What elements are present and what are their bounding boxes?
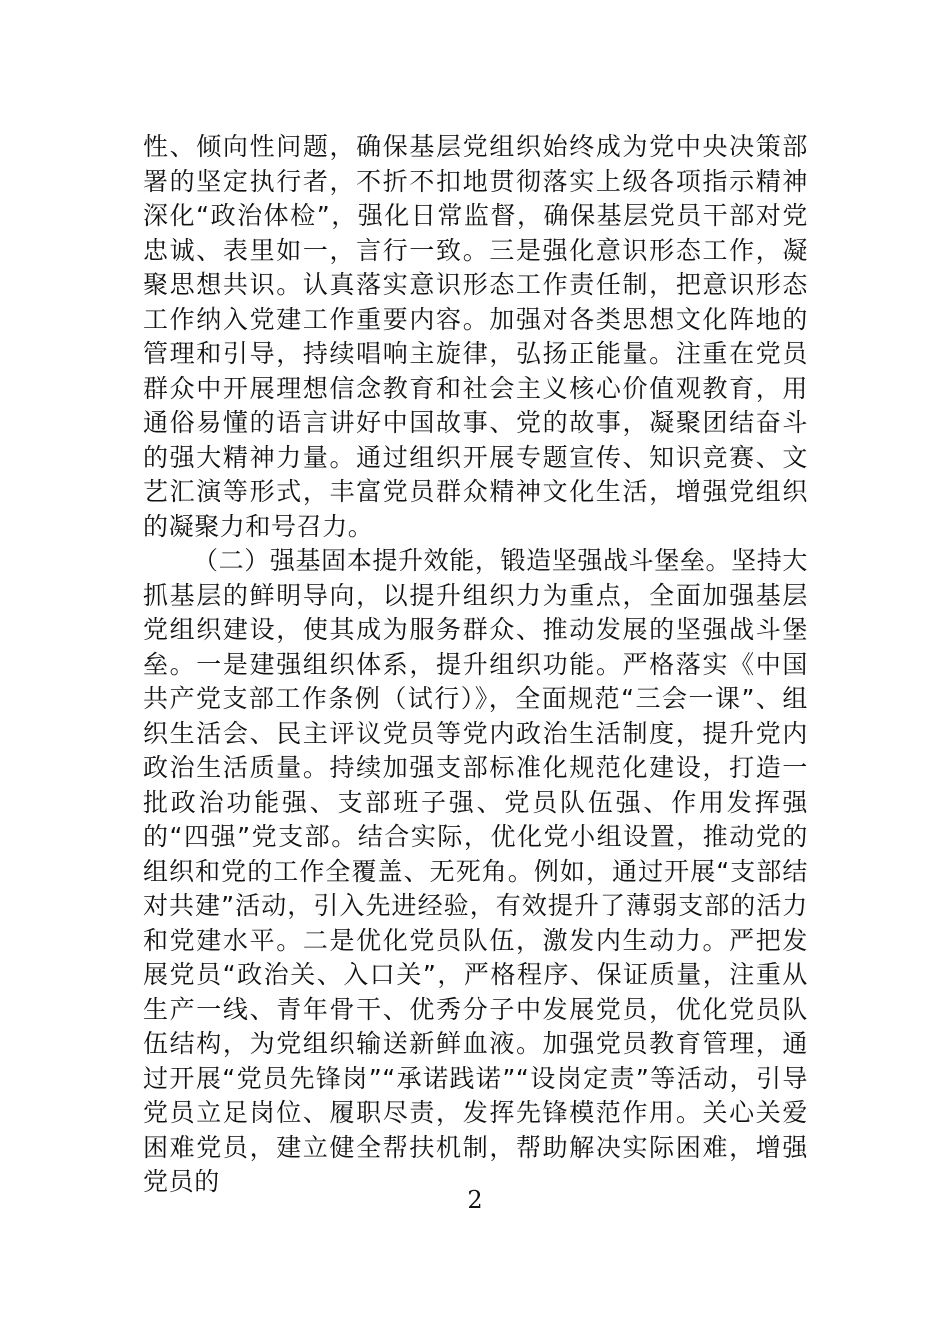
paragraph-2: （二）强基固本提升效能，锻造坚强战斗堡垒。坚持大抓基层的鲜明导向，以提升组织力为重点，全面加强基层党组织建设，使其成为服务群众、推动发展的坚强战斗堡垒。一是建强组织体系，提升组织功能。严格落实《中国共产党支部工作条例（试行）》，全面规范“三会一课”、组织生活会、民主评议党员等党内政治生活制度，提升党内政治生活质量。持续加强支部标准化规范化建设，打造一批政治功能强、支部班子强、党员队伍强、作用发挥强的“四强”党支部。结合实际，优化党小组设置，推动党的组织和党的工作全覆盖、无死角。例如，通过开展“支部结对共建”活动，引入先进经验，有效提升了薄弱支部的活力和党建水平。二是优化党员队伍，激发内生动力。严把发展党员“政治关、入口关”，严格程序、保证质量，注重从生产一线、青年骨干、优秀分子中发展党员，优化党员队伍结构，为党组织输送新鲜血液。加强党员教育管理，通过开展“党员先锋岗”“承诺践诺”“设岗定责”等活动，引导党员立足岗位、履职尽责，发挥先锋模范作用。关心关爱困难党员，建立健全帮扶机制，帮助解决实际困难，增强党员的 (143, 546, 808, 1196)
page-number: 2 (467, 1186, 483, 1214)
paragraph-1: 性、倾向性问题，确保基层党组织始终成为党中央决策部署的坚定执行者，不折不扣地贯彻落实上级各项指示精神深化“政治体检”，强化日常监督，确保基层党员干部对党忠诚、表里如一，言行一致。三是强化意识形态工作，凝聚思想共识。认真落实意识形态工作责任制，把意识形态工作纳入党建工作重要内容。加强对各类思想文化阵地的管理和引导，持续唱响主旋律，弘扬正能量。注重在党员群众中开展理想信念教育和社会主义核心价值观教育，用通俗易懂的语言讲好中国故事、党的故事，凝聚团结奋斗的强大精神力量。通过组织开展专题宣传、知识竞赛、文艺汇演等形式，丰富党员群众精神文化生活，增强党组织的凝聚力和号召力。 (143, 132, 808, 541)
body-text (143, 130, 808, 1200)
